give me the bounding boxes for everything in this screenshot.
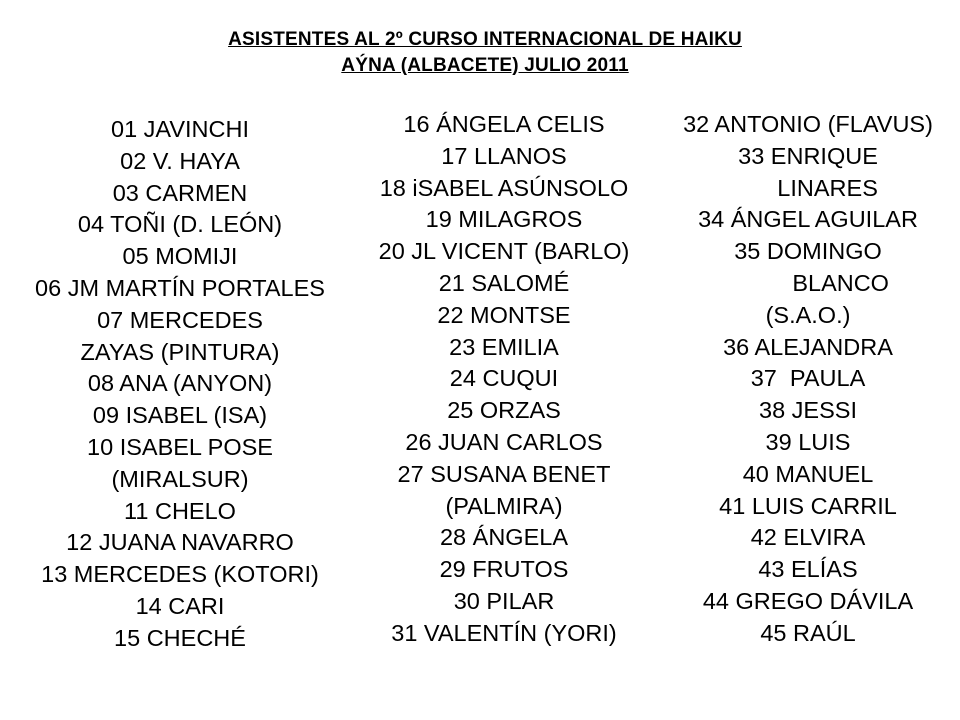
attendee-entry: 03 CARMEN <box>112 179 248 206</box>
attendee-entry: 33 ENRIQUE <box>738 142 878 169</box>
attendee-entry: 43 ELÍAS <box>758 556 858 583</box>
attendee-entry: 12 JUANA NAVARRO <box>66 529 294 556</box>
attendee-entry: 25 ORZAS <box>447 397 561 424</box>
attendee-entry: 14 CARI <box>135 592 225 619</box>
attendee-entry: 29 FRUTOS <box>439 556 569 583</box>
attendee-entry: 06 JM MARTÍN PORTALES <box>35 274 325 301</box>
document-subtitle: AÝNA (ALBACETE) JULIO 2011 <box>341 55 629 76</box>
attendee-entry: 26 JUAN CARLOS <box>405 428 603 455</box>
attendee-entry: (S.A.O.) <box>765 301 851 328</box>
attendee-entry: 39 LUIS <box>765 428 851 455</box>
attendee-entry: 34 ÁNGEL AGUILAR <box>698 206 918 233</box>
attendee-entry: 37 PAULA <box>750 365 866 392</box>
attendee-entry: 13 MERCEDES (KOTORI) <box>41 561 319 588</box>
attendee-entry: 35 DOMINGO <box>734 238 882 265</box>
attendee-entry: 05 MOMIJI <box>122 243 238 270</box>
attendee-entry: 32 ANTONIO (FLAVUS) <box>683 111 933 137</box>
attendee-entry: (MIRALSUR) <box>111 465 249 492</box>
attendee-entry: 07 MERCEDES <box>97 306 263 333</box>
attendee-entry: 30 PILAR <box>453 587 555 614</box>
attendees-column-1 <box>0 114 360 655</box>
attendee-entry: 45 RAÚL <box>760 619 856 646</box>
attendee-entry: 01 JAVINCHI <box>111 116 249 142</box>
attendee-entry: 36 ALEJANDRA <box>723 333 893 360</box>
attendee-entry: 41 LUIS CARRIL <box>719 492 897 519</box>
document-title: ASISTENTES AL 2º CURSO INTERNACIONAL DE HAIKU <box>228 29 742 50</box>
attendee-entry: (PALMIRA) <box>445 492 563 519</box>
attendee-entry: 31 VALENTÍN (YORI) <box>391 619 617 646</box>
attendee-entry: 22 MONTSE <box>437 301 571 328</box>
attendee-entry: 17 LLANOS <box>441 142 567 169</box>
attendees-column-3 <box>658 109 958 650</box>
attendee-entry: 20 JL VICENT (BARLO) <box>378 238 630 265</box>
attendee-entry: 28 ÁNGELA <box>439 524 568 551</box>
attendee-entry: 10 ISABEL POSE <box>87 433 273 460</box>
attendee-entry: BLANCO <box>727 269 889 296</box>
attendee-entry: 24 CUQUI <box>449 365 559 392</box>
attendee-entry: 44 GREGO DÁVILA <box>702 587 914 614</box>
attendee-entry: 16 ÁNGELA CELIS <box>403 111 605 137</box>
attendee-entry: 11 CHELO <box>124 497 236 524</box>
attendee-entry: 08 ANA (ANYON) <box>87 370 273 397</box>
attendee-entry: 40 MANUEL <box>742 460 874 487</box>
attendee-entry: 04 TOÑI (D. LEÓN) <box>77 211 283 238</box>
attendee-entry: 42 ELVIRA <box>750 524 866 551</box>
attendee-entry: LINARES <box>738 174 878 201</box>
attendee-entry: 09 ISABEL (ISA) <box>92 402 268 429</box>
attendee-entry: 15 CHECHÉ <box>114 624 246 651</box>
attendee-entry: 02 V. HAYA <box>120 147 240 174</box>
attendee-entry: 18 iSABEL ASÚNSOLO <box>379 174 629 201</box>
attendee-entry: 21 SALOMÉ <box>438 269 570 296</box>
attendee-entry: 23 EMILIA <box>449 333 559 360</box>
attendee-entry: ZAYAS (PINTURA) <box>80 338 280 365</box>
attendees-column-2 <box>352 109 656 650</box>
attendee-entry: 19 MILAGROS <box>425 206 583 233</box>
attendee-entry: 38 JESSI <box>759 397 857 424</box>
attendee-entry: 27 SUSANA BENET <box>397 460 611 487</box>
